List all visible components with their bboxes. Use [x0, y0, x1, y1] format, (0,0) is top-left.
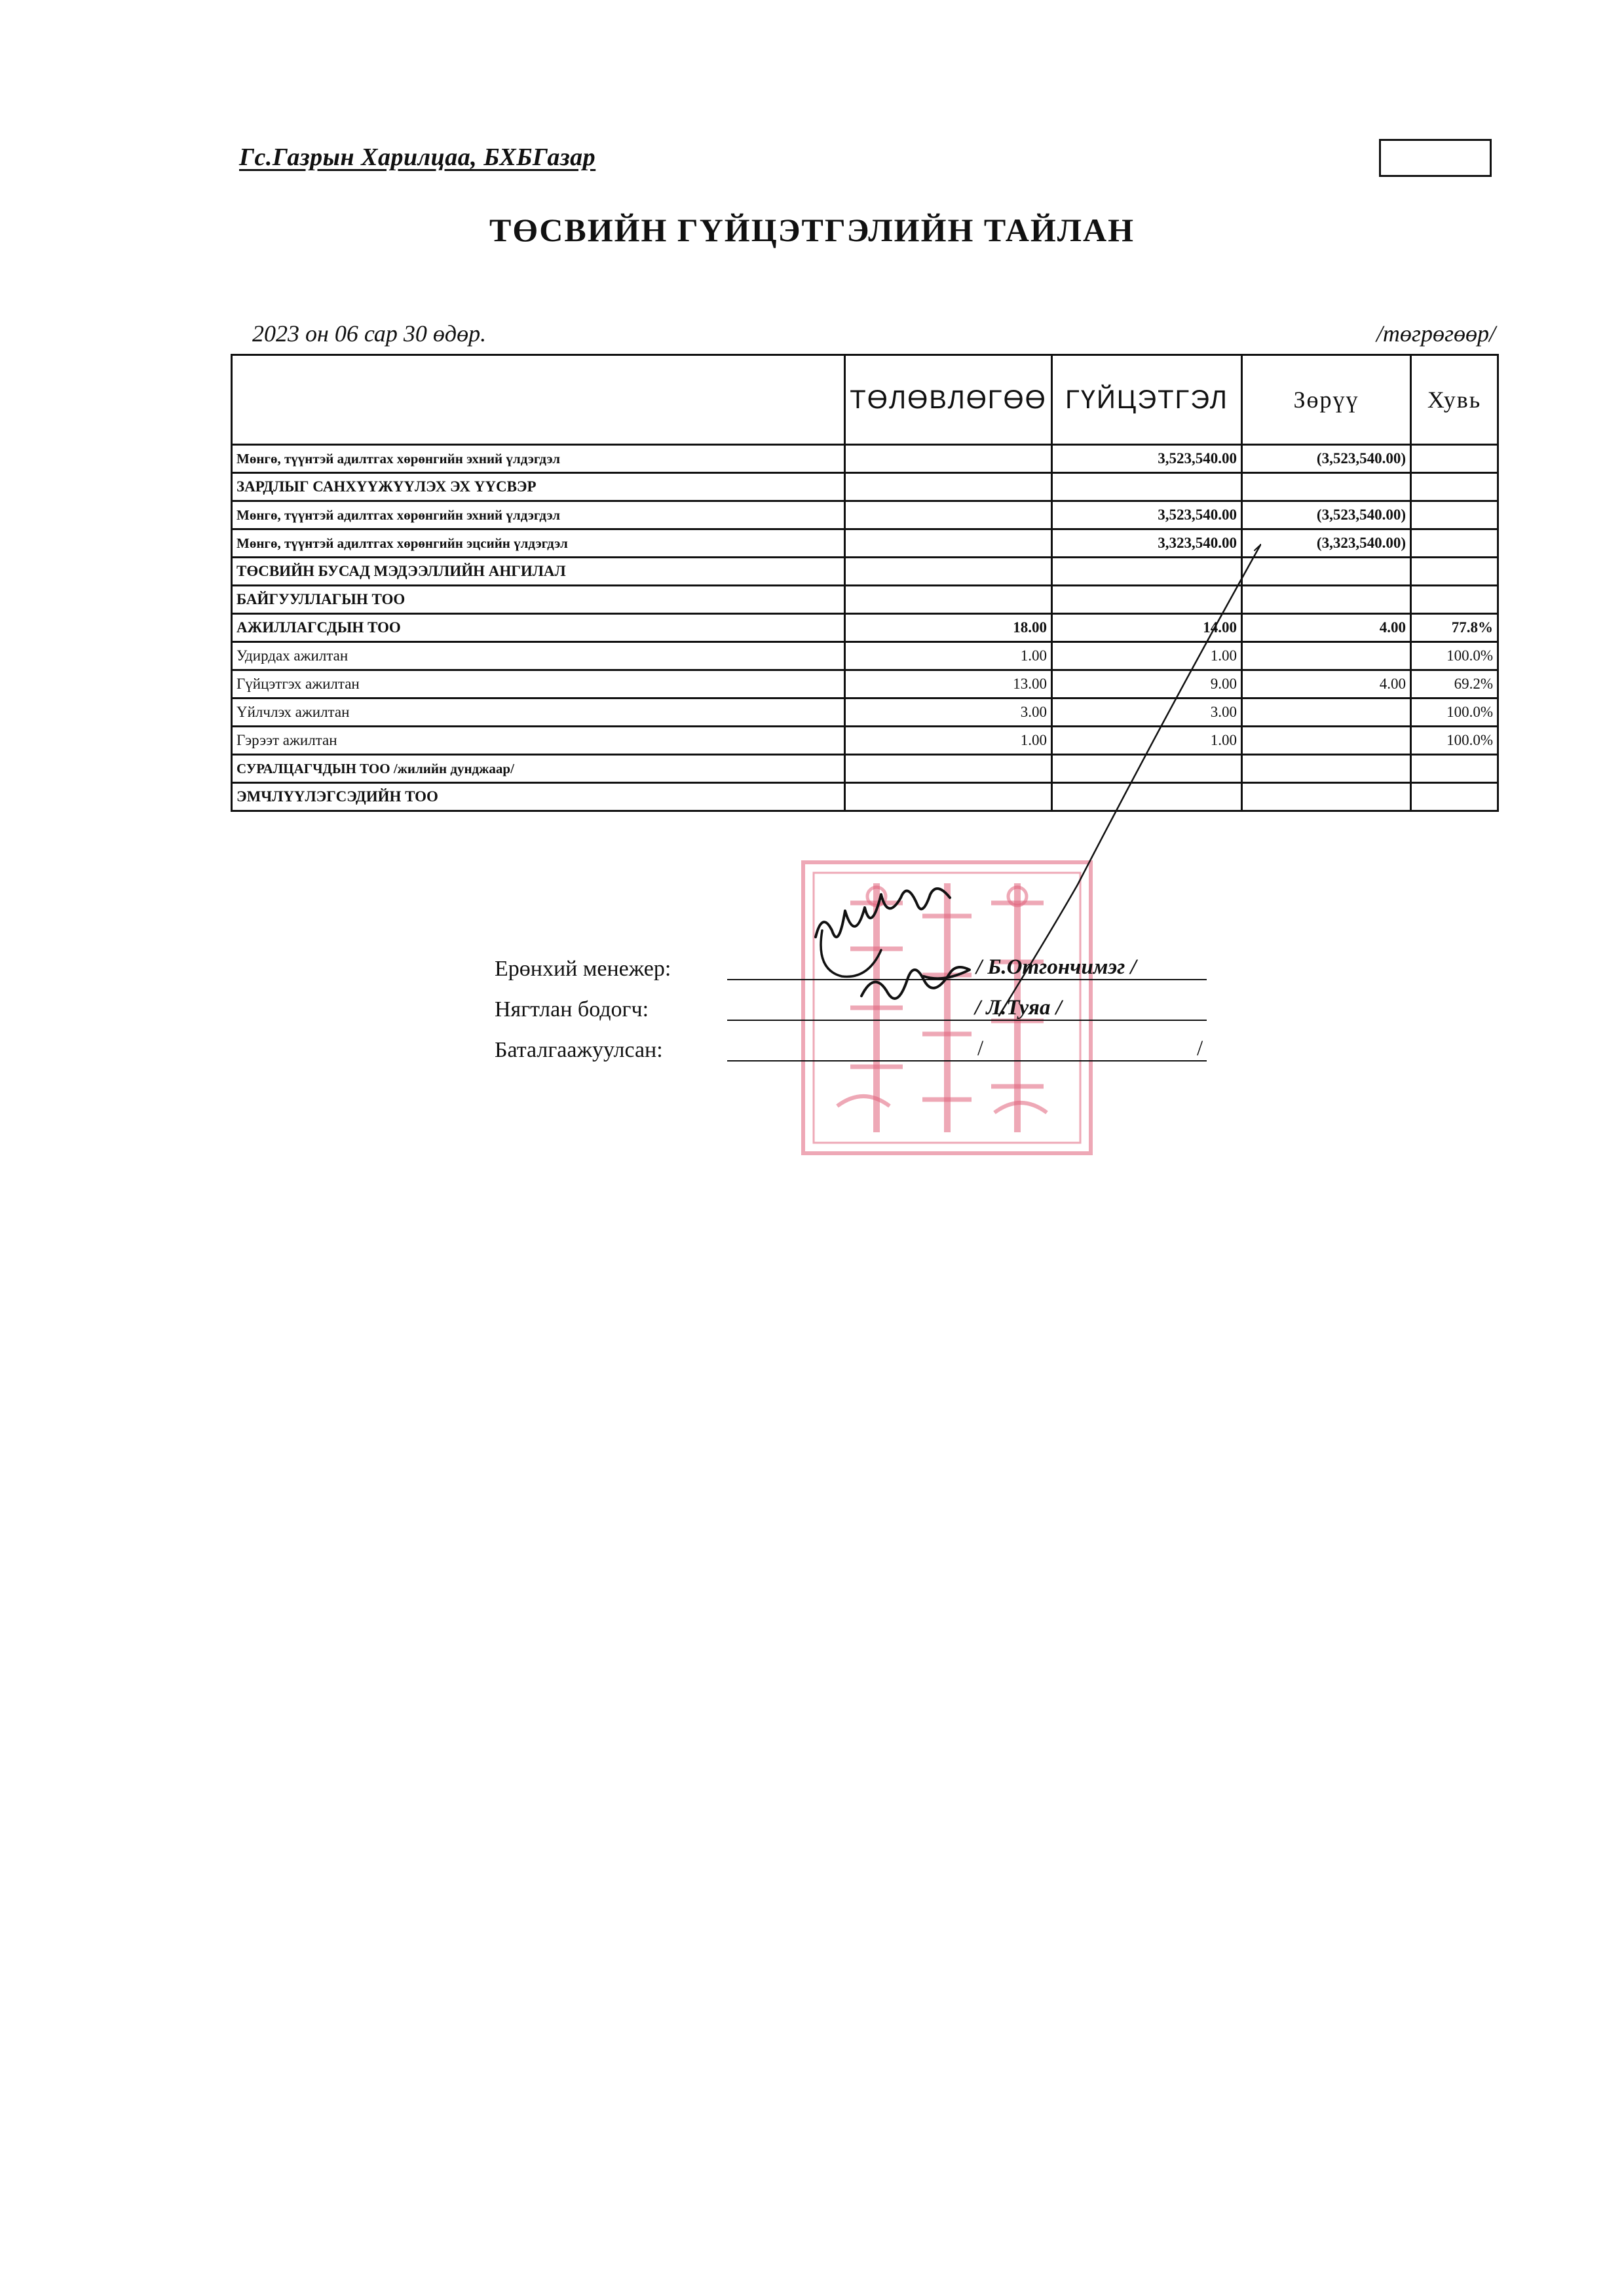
row-plan: 3.00	[845, 698, 1052, 727]
header-label	[232, 355, 845, 445]
row-difference: (3,323,540.00)	[1242, 529, 1411, 558]
row-label: ЗАРДЛЫГ САНХҮҮЖҮҮЛЭХ ЭХ ҮҮСВЭР	[232, 473, 845, 501]
row-percent	[1411, 586, 1498, 614]
row-difference: (3,523,540.00)	[1242, 501, 1411, 529]
accountant-name: / Л.Туяа /	[975, 996, 1062, 1020]
row-label: БАЙГУУЛЛАГЫН ТОО	[232, 586, 845, 614]
row-percent	[1411, 755, 1498, 783]
signature-line	[727, 1060, 1207, 1062]
row-label: Гүйцэтгэх ажилтан	[232, 670, 845, 698]
row-difference	[1242, 727, 1411, 755]
row-difference: (3,523,540.00)	[1242, 445, 1411, 473]
row-label: ТӨСВИЙН БУСАД МЭДЭЭЛЛИЙН АНГИЛАЛ	[232, 558, 845, 586]
row-label: Удирдах ажилтан	[232, 642, 845, 670]
row-difference	[1242, 473, 1411, 501]
row-difference	[1242, 642, 1411, 670]
verified-slash-open: /	[977, 1037, 984, 1060]
row-plan: 1.00	[845, 642, 1052, 670]
manager-role-label: Ерөнхий менежер:	[495, 957, 671, 981]
row-actual: 1.00	[1052, 727, 1242, 755]
row-actual: 3,523,540.00	[1052, 445, 1242, 473]
row-difference	[1242, 698, 1411, 727]
manager-name: / Б.Отгончимэг /	[976, 955, 1137, 979]
row-label: Үйлчлэх ажилтан	[232, 698, 845, 727]
row-difference	[1242, 755, 1411, 783]
row-plan: 1.00	[845, 727, 1052, 755]
row-actual: 3,523,540.00	[1052, 501, 1242, 529]
row-plan	[845, 501, 1052, 529]
row-actual: 14.00	[1052, 614, 1242, 642]
row-label: АЖИЛЛАГСДЫН ТОО	[232, 614, 845, 642]
verified-role-label: Баталгаажуулсан:	[495, 1038, 663, 1062]
report-date: 2023 он 06 сар 30 өдөр.	[252, 320, 487, 347]
report-title: ТӨСВИЙН ГҮЙЦЭТГЭЛИЙН ТАЙЛАН	[489, 212, 1135, 248]
row-percent	[1411, 529, 1498, 558]
table-header-row	[232, 355, 1498, 445]
accountant-role-label: Нягтлан бодогч:	[495, 997, 649, 1022]
row-actual	[1052, 473, 1242, 501]
row-actual: 1.00	[1052, 642, 1242, 670]
row-label: Мөнгө, түүнтэй адилтгах хөрөнгийн эцсийн үлдэгдэл	[232, 529, 845, 558]
row-plan: 18.00	[845, 614, 1052, 642]
row-percent	[1411, 473, 1498, 501]
table-row	[232, 445, 1498, 473]
currency-unit: /төгрөгөөр/	[1376, 320, 1496, 347]
row-percent	[1411, 783, 1498, 811]
row-percent: 100.0%	[1411, 727, 1498, 755]
handwritten-signatures	[803, 544, 1261, 1055]
row-actual: 9.00	[1052, 670, 1242, 698]
row-difference	[1242, 558, 1411, 586]
row-actual: 3.00	[1052, 698, 1242, 727]
row-percent: 69.2%	[1411, 670, 1498, 698]
row-label: ЭМЧЛҮҮЛЭГСЭДИЙН ТОО	[232, 783, 845, 811]
row-difference: 4.00	[1242, 614, 1411, 642]
header-actual: ГҮЙЦЭТГЭЛ	[1052, 355, 1242, 445]
row-difference	[1242, 586, 1411, 614]
row-plan	[845, 473, 1052, 501]
row-plan: 13.00	[845, 670, 1052, 698]
row-percent	[1411, 445, 1498, 473]
table-row	[232, 501, 1498, 529]
row-actual: 3,323,540.00	[1052, 529, 1242, 558]
row-percent: 77.8%	[1411, 614, 1498, 642]
header-difference: Зөрүү	[1242, 355, 1411, 445]
header-plan: ТӨЛӨВЛӨГӨӨ	[845, 355, 1052, 445]
row-label: Мөнгө, түүнтэй адилтгах хөрөнгийн эхний үлдэгдэл	[232, 445, 845, 473]
row-label: СУРАЛЦАГЧДЫН ТОО /жилийн дунджаар/	[232, 755, 845, 783]
table-row	[232, 473, 1498, 501]
row-plan	[845, 445, 1052, 473]
organization-name: Гс.Газрын Харилцаа, БХБГазар	[239, 144, 596, 171]
row-label: Мөнгө, түүнтэй адилтгах хөрөнгийн эхний үлдэгдэл	[232, 501, 845, 529]
verified-slash-close: /	[1197, 1037, 1203, 1060]
row-percent: 100.0%	[1411, 698, 1498, 727]
row-difference: 4.00	[1242, 670, 1411, 698]
row-percent: 100.0%	[1411, 642, 1498, 670]
code-box	[1379, 139, 1492, 177]
row-label: Гэрээт ажилтан	[232, 727, 845, 755]
row-percent	[1411, 558, 1498, 586]
header-percent: Хувь	[1411, 355, 1498, 445]
row-percent	[1411, 501, 1498, 529]
row-difference	[1242, 783, 1411, 811]
